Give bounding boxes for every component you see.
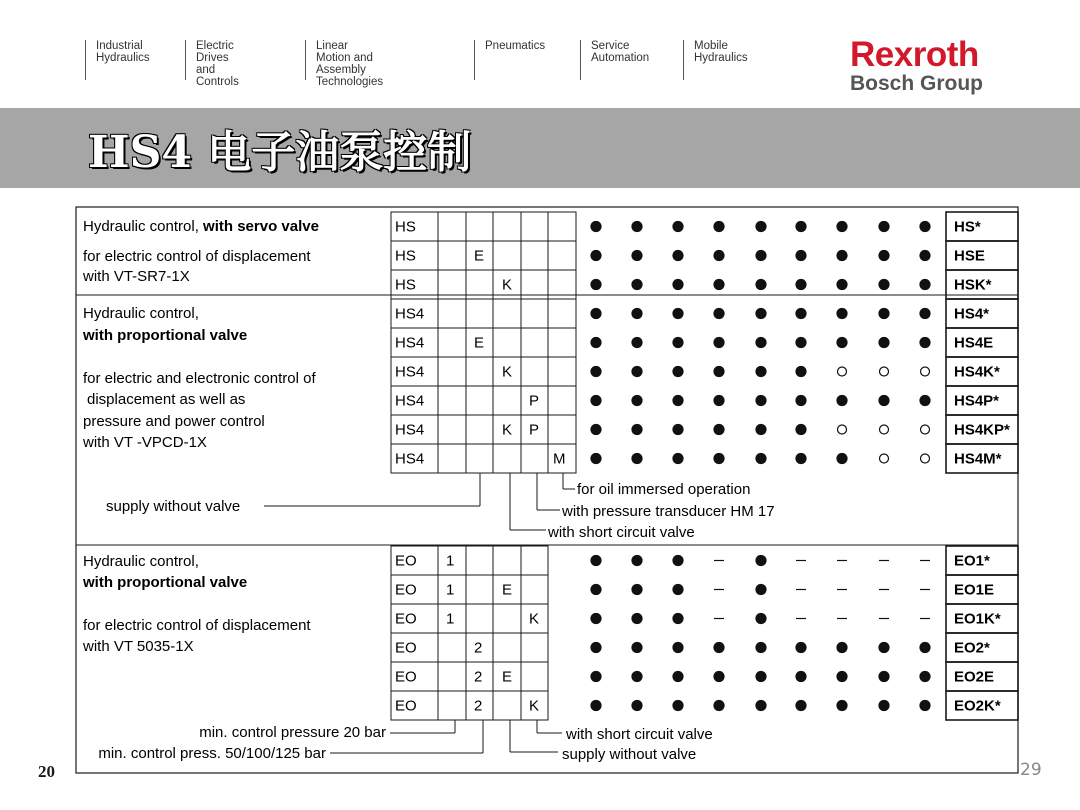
nav-line2: Assembly Technologies xyxy=(316,64,384,88)
filled-dot xyxy=(714,396,724,406)
ordering-code: HS* xyxy=(954,218,981,236)
filled-dot xyxy=(879,643,889,653)
brand-name: Rexroth xyxy=(850,35,979,74)
filled-dot xyxy=(591,585,601,595)
filled-dot xyxy=(756,643,766,653)
nav-line1: Service xyxy=(591,40,630,52)
filled-dot xyxy=(796,396,806,406)
filled-dot xyxy=(591,280,601,290)
filled-dot xyxy=(756,396,766,406)
filled-dot xyxy=(796,280,806,290)
filled-dot xyxy=(756,280,766,290)
filled-dot xyxy=(796,425,806,435)
open-dot xyxy=(880,425,889,434)
s3-desc-2: with VT 5035-1X xyxy=(83,638,194,655)
s1-heading: Hydraulic control, with servo valve xyxy=(83,218,319,235)
filled-dot xyxy=(673,222,683,232)
filled-dot xyxy=(879,280,889,290)
option-p: P xyxy=(529,421,540,439)
filled-dot xyxy=(837,280,847,290)
filled-dot xyxy=(591,454,601,464)
open-dot xyxy=(921,425,930,434)
filled-dot xyxy=(837,309,847,319)
code-prefix: HS4 xyxy=(395,450,425,468)
open-dot xyxy=(921,454,930,463)
filled-dot xyxy=(673,309,683,319)
ann-pressure-transducer: with pressure transducer HM 17 xyxy=(562,503,775,520)
code-prefix: EO xyxy=(395,668,417,686)
code-prefix: EO xyxy=(395,639,417,657)
s2-desc-1: for electric and electronic control of xyxy=(83,370,316,387)
nav-line1: Linear Motion and xyxy=(316,40,373,64)
s2-heading: Hydraulic control, xyxy=(83,305,199,322)
filled-dot xyxy=(796,643,806,653)
ordering-code: HSK* xyxy=(954,276,992,294)
filled-dot xyxy=(756,585,766,595)
code-prefix: HS4 xyxy=(395,421,425,439)
filled-dot xyxy=(920,309,930,319)
filled-dot xyxy=(673,585,683,595)
filled-dot xyxy=(920,222,930,232)
filled-dot xyxy=(673,672,683,682)
ordering-code: EO2E xyxy=(954,668,995,686)
filled-dot xyxy=(673,556,683,566)
s1-desc-1: for electric control of displacement xyxy=(83,248,311,265)
open-dot xyxy=(838,425,847,434)
option-k: K xyxy=(502,421,513,439)
filled-dot xyxy=(632,222,642,232)
filled-dot xyxy=(632,614,642,624)
option-k: K xyxy=(502,363,513,381)
filled-dot xyxy=(591,425,601,435)
s3-desc-1: for electric control of displacement xyxy=(83,617,311,634)
filled-dot xyxy=(632,425,642,435)
filled-dot xyxy=(837,672,847,682)
open-dot xyxy=(921,367,930,376)
nav-line1: Industrial xyxy=(96,40,143,52)
filled-dot xyxy=(632,672,642,682)
nav-line1: Electric Drives xyxy=(196,40,234,64)
option-e: E xyxy=(474,247,485,265)
filled-dot xyxy=(591,309,601,319)
filled-dot xyxy=(714,280,724,290)
ordering-code: HS4P* xyxy=(954,392,1000,410)
filled-dot xyxy=(673,280,683,290)
code-prefix: EO xyxy=(395,610,417,628)
filled-dot xyxy=(756,556,766,566)
ann-min-pressure-20: min. control pressure 20 bar xyxy=(199,724,386,741)
filled-dot xyxy=(920,280,930,290)
ann-supply-without-valve-2: supply without valve xyxy=(562,746,697,763)
page-number-left: 20 xyxy=(38,762,55,781)
filled-dot xyxy=(591,251,601,261)
ordering-code: EO2K* xyxy=(954,697,1001,715)
s3-heading-bold: with proportional valve xyxy=(83,574,248,591)
filled-dot xyxy=(591,556,601,566)
code-prefix: EO xyxy=(395,581,417,599)
filled-dot xyxy=(714,643,724,653)
filled-dot xyxy=(756,425,766,435)
ann-min-pressure-50: min. control press. 50/100/125 bar xyxy=(98,745,326,762)
filled-dot xyxy=(756,672,766,682)
filled-dot xyxy=(632,454,642,464)
filled-dot xyxy=(879,672,889,682)
filled-dot xyxy=(591,701,601,711)
ordering-code: HS4E xyxy=(954,334,994,352)
s3-heading: Hydraulic control, xyxy=(83,553,199,570)
code-prefix: HS4 xyxy=(395,363,425,381)
filled-dot xyxy=(879,338,889,348)
filled-dot xyxy=(591,338,601,348)
filled-dot xyxy=(837,338,847,348)
open-dot xyxy=(838,367,847,376)
ordering-code: EO1* xyxy=(954,552,990,570)
filled-dot xyxy=(796,672,806,682)
filled-dot xyxy=(837,454,847,464)
filled-dot xyxy=(673,396,683,406)
filled-dot xyxy=(632,396,642,406)
slide-title: HS4 电子油泵控制 xyxy=(88,127,472,178)
filled-dot xyxy=(756,251,766,261)
filled-dot xyxy=(632,643,642,653)
filled-dot xyxy=(673,643,683,653)
filled-dot xyxy=(673,614,683,624)
ann-oil-immersed: for oil immersed operation xyxy=(577,481,751,498)
filled-dot xyxy=(591,672,601,682)
s2-desc-3: pressure and power control xyxy=(83,413,265,430)
filled-dot xyxy=(837,396,847,406)
option-e: E xyxy=(502,668,513,686)
filled-dot xyxy=(756,614,766,624)
size-number: 1 xyxy=(446,581,455,599)
filled-dot xyxy=(591,643,601,653)
filled-dot xyxy=(673,338,683,348)
filled-dot xyxy=(632,280,642,290)
brand-subtitle: Bosch Group xyxy=(850,72,984,95)
size-number: 2 xyxy=(474,697,483,715)
filled-dot xyxy=(632,251,642,261)
option-k: K xyxy=(529,697,540,715)
filled-dot xyxy=(920,338,930,348)
filled-dot xyxy=(796,309,806,319)
filled-dot xyxy=(920,251,930,261)
filled-dot xyxy=(920,643,930,653)
filled-dot xyxy=(632,701,642,711)
code-prefix: EO xyxy=(395,552,417,570)
code-prefix: HS4 xyxy=(395,392,425,410)
filled-dot xyxy=(756,454,766,464)
code-prefix: HS xyxy=(395,218,416,236)
option-k: K xyxy=(529,610,540,628)
filled-dot xyxy=(920,701,930,711)
page-number-right: 29 xyxy=(1020,760,1042,780)
filled-dot xyxy=(673,425,683,435)
filled-dot xyxy=(756,338,766,348)
nav-line1: Mobile xyxy=(694,40,728,52)
filled-dot xyxy=(879,701,889,711)
ordering-code: EO1K* xyxy=(954,610,1001,628)
filled-dot xyxy=(837,701,847,711)
option-m: M xyxy=(553,450,566,468)
option-e: E xyxy=(502,581,513,599)
ordering-code: HS4KP* xyxy=(954,421,1010,439)
filled-dot xyxy=(796,222,806,232)
filled-dot xyxy=(714,222,724,232)
ann-short-circuit: with short circuit valve xyxy=(548,524,695,541)
ann-supply-without-valve: supply without valve xyxy=(106,498,241,515)
filled-dot xyxy=(632,338,642,348)
filled-dot xyxy=(673,701,683,711)
filled-dot xyxy=(796,251,806,261)
filled-dot xyxy=(673,367,683,377)
filled-dot xyxy=(591,614,601,624)
filled-dot xyxy=(837,643,847,653)
filled-dot xyxy=(796,454,806,464)
filled-dot xyxy=(920,396,930,406)
filled-dot xyxy=(714,425,724,435)
open-dot xyxy=(880,367,889,376)
ordering-code: HS4* xyxy=(954,305,990,323)
filled-dot xyxy=(756,701,766,711)
filled-dot xyxy=(673,454,683,464)
ann-short-circuit-2: with short circuit valve xyxy=(566,726,713,743)
filled-dot xyxy=(714,672,724,682)
filled-dot xyxy=(879,251,889,261)
ordering-code: HSE xyxy=(954,247,985,265)
code-prefix: HS4 xyxy=(395,305,425,323)
filled-dot xyxy=(632,309,642,319)
s1-desc-2: with VT-SR7-1X xyxy=(83,268,190,285)
size-number: 2 xyxy=(474,639,483,657)
filled-dot xyxy=(591,367,601,377)
option-k: K xyxy=(502,276,513,294)
nav-line2: Hydraulics xyxy=(96,52,150,64)
ordering-code: HS4M* xyxy=(954,450,1002,468)
filled-dot xyxy=(879,222,889,232)
ordering-code: HS4K* xyxy=(954,363,1000,381)
filled-dot xyxy=(920,672,930,682)
filled-dot xyxy=(591,396,601,406)
nav-line2: Automation xyxy=(591,52,650,64)
ordering-code: EO1E xyxy=(954,581,995,599)
filled-dot xyxy=(796,701,806,711)
filled-dot xyxy=(632,585,642,595)
nav-line2: and Controls xyxy=(196,64,239,88)
filled-dot xyxy=(796,367,806,377)
nav-line2: Pneumatics xyxy=(485,40,546,52)
filled-dot xyxy=(714,309,724,319)
filled-dot xyxy=(756,222,766,232)
option-p: P xyxy=(529,392,540,410)
code-prefix: EO xyxy=(395,697,417,715)
filled-dot xyxy=(756,367,766,377)
open-dot xyxy=(880,454,889,463)
size-number: 1 xyxy=(446,552,455,570)
code-prefix: HS4 xyxy=(395,334,425,352)
filled-dot xyxy=(837,222,847,232)
code-prefix: HS xyxy=(395,247,416,265)
filled-dot xyxy=(796,338,806,348)
filled-dot xyxy=(714,367,724,377)
filled-dot xyxy=(632,556,642,566)
size-number: 1 xyxy=(446,610,455,628)
s2-heading-bold: with proportional valve xyxy=(83,327,248,344)
filled-dot xyxy=(632,367,642,377)
filled-dot xyxy=(714,251,724,261)
s2-desc-2: displacement as well as xyxy=(87,391,246,408)
filled-dot xyxy=(837,251,847,261)
code-prefix: HS xyxy=(395,276,416,294)
filled-dot xyxy=(714,454,724,464)
filled-dot xyxy=(756,309,766,319)
size-number: 2 xyxy=(474,668,483,686)
filled-dot xyxy=(673,251,683,261)
s2-desc-4: with VT -VPCD-1X xyxy=(83,434,207,451)
filled-dot xyxy=(879,396,889,406)
filled-dot xyxy=(879,309,889,319)
filled-dot xyxy=(714,701,724,711)
filled-dot xyxy=(714,338,724,348)
ordering-code: EO2* xyxy=(954,639,990,657)
option-e: E xyxy=(474,334,485,352)
filled-dot xyxy=(591,222,601,232)
nav-line2: Hydraulics xyxy=(694,52,748,64)
